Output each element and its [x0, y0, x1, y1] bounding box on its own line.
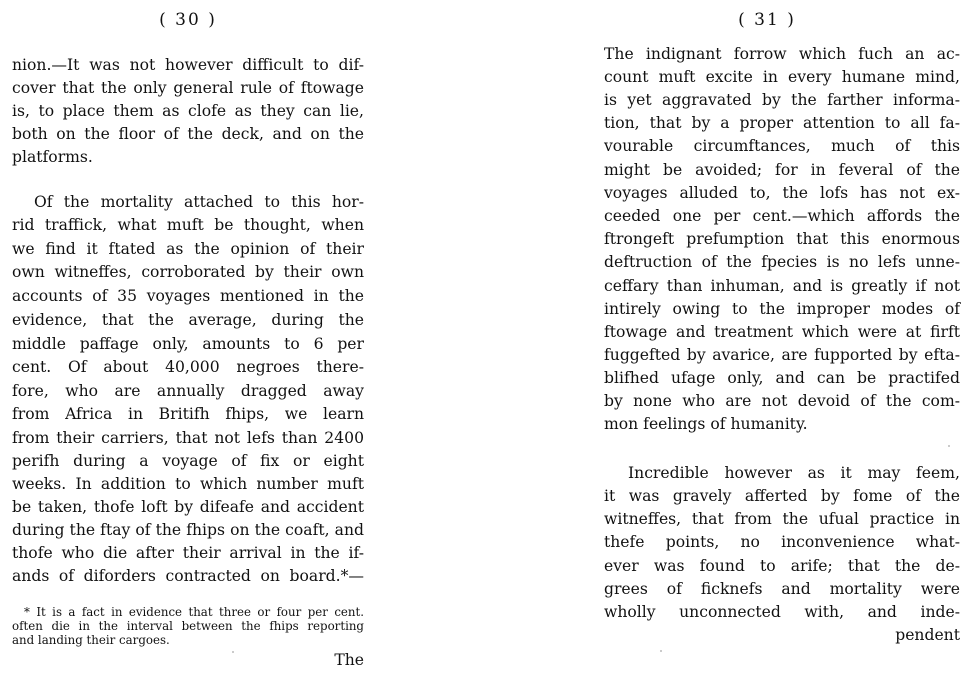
text-line: count muft excite in every humane mind, — [604, 68, 960, 86]
page-gutter — [490, 0, 491, 673]
page-number-31: ( 31 ) — [738, 10, 796, 30]
text-line: tion, that by a proper attention to all fa- — [604, 114, 960, 132]
text-line: ceffary than inhuman, and is greatly if not — [604, 277, 960, 295]
footnote-line: often die in the interval between the fhips reporting — [12, 619, 364, 633]
catchword: The — [334, 651, 364, 669]
text-line: rid traffick, what muft be thought, when — [12, 216, 364, 234]
text-line: perifh during a voyage of fix or eight — [12, 452, 364, 470]
text-line: vourable circumftances, much of this — [604, 137, 960, 155]
text-line: is yet aggravated by the farther informa- — [604, 91, 960, 109]
text-line: voyages alluded to, the lofs has not ex- — [604, 184, 960, 202]
text-line: Incredible however as it may feem, — [628, 464, 960, 482]
text-line: grees of ficknefs and mortality were — [604, 580, 960, 598]
text-line: deftruction of the fpecies is no lefs unne- — [604, 253, 960, 271]
catchword: pendent — [895, 626, 960, 644]
text-line: blifhed ufage only, and can be practifed — [604, 369, 960, 387]
text-line: fore, who are annually dragged away — [12, 382, 364, 400]
text-line: mon feelings of humanity. — [604, 415, 808, 433]
text-line: thefe points, no inconvenience what- — [604, 533, 960, 551]
text-line: both on the floor of the deck, and on the — [12, 125, 364, 143]
paper-speck — [660, 650, 662, 652]
text-line: ftrongeft prefumption that this enormous — [604, 230, 960, 248]
footnote-line: * It is a fact in evidence that three or four per cent. — [24, 605, 364, 619]
text-line: ever was found to arife; that the de- — [604, 557, 960, 575]
text-line: evidence, that the average, during the — [12, 311, 364, 329]
footnote-line: and landing their cargoes. — [12, 633, 170, 647]
text-line: cover that the only general rule of ftowage — [12, 79, 364, 97]
text-line: nion.—It was not however difficult to dif- — [12, 56, 364, 74]
text-line: weeks. In addition to which number muft — [12, 475, 364, 493]
text-line: platforms. — [12, 148, 93, 166]
text-line: by none who are not devoid of the com- — [604, 392, 960, 410]
text-line: accounts of 35 voyages mentioned in the — [12, 287, 364, 305]
text-line: Of the mortality attached to this hor- — [34, 193, 364, 211]
text-line: be taken, thofe loft by difeafe and accident — [12, 498, 364, 516]
text-line: ands of diforders contracted on board.*— — [12, 567, 364, 585]
text-line: ceeded one per cent.—which affords the — [604, 207, 960, 225]
text-line: own witneffes, corroborated by their own — [12, 263, 364, 281]
text-line: is, to place them as clofe as they can lie, — [12, 102, 364, 120]
text-line: wholly unconnected with, and inde- — [604, 603, 960, 621]
page-number-30: ( 30 ) — [159, 10, 217, 30]
text-line: thofe who die after their arrival in the if- — [12, 544, 364, 562]
text-line: witneffes, that from the ufual practice in — [604, 510, 960, 528]
paper-speck — [232, 651, 234, 653]
text-line: might be avoided; for in feveral of the — [604, 161, 960, 179]
text-line: middle paffage only, amounts to 6 per — [12, 335, 364, 353]
paper-speck — [948, 445, 950, 447]
text-line: we find it ftated as the opinion of their — [12, 240, 364, 258]
text-line: fuggefted by avarice, are fupported by efta- — [604, 346, 960, 364]
text-line: intirely owing to the improper modes of — [604, 300, 960, 318]
text-line: The indignant forrow which fuch an ac- — [604, 45, 960, 63]
text-line: during the ftay of the fhips on the coaft, and — [12, 521, 364, 539]
text-line: it was gravely afferted by fome of the — [604, 487, 960, 505]
text-line: ftowage and treatment which were at firft — [604, 323, 960, 341]
text-line: cent. Of about 40,000 negroes there- — [12, 358, 364, 376]
text-line: from Africa in Britifh fhips, we learn — [12, 405, 364, 423]
text-line: from their carriers, that not lefs than 2400 — [12, 429, 364, 447]
